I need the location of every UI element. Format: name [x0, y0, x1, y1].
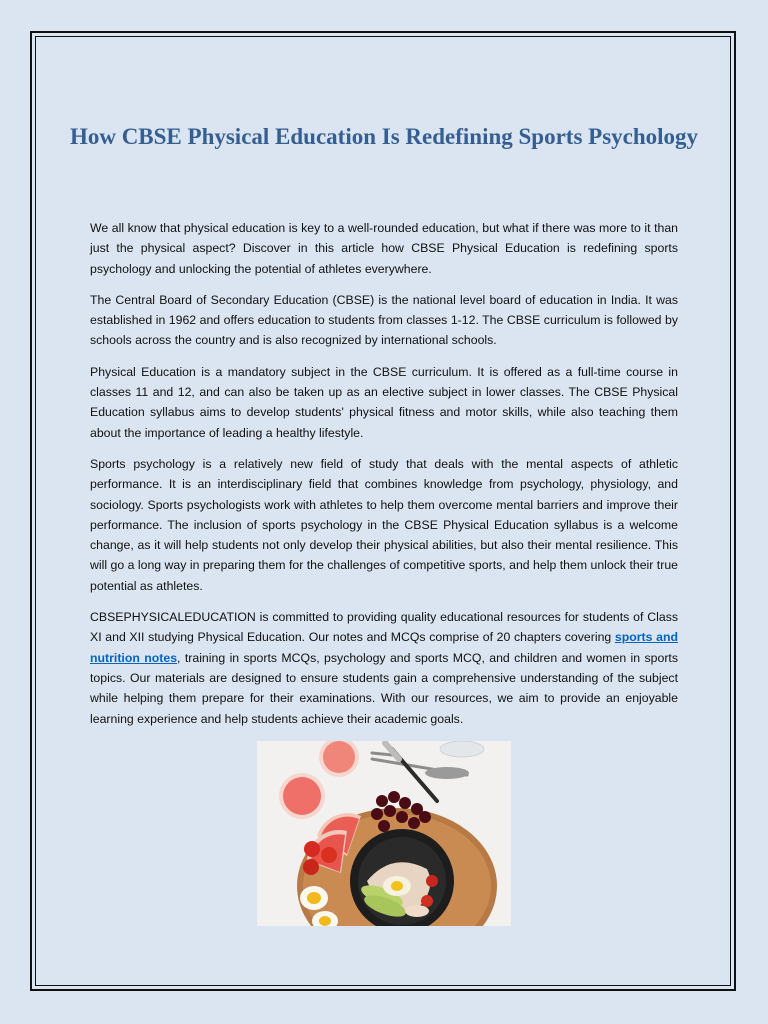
sports-nutrition-notes-link[interactable]: sports and nutrition notes	[90, 630, 678, 665]
article-body	[90, 218, 678, 740]
resources-text-end: , training in sports MCQs, psychology and sports MCQ, and children and women in sports topics. Our materials are designed to ensure students gain a comprehensive understanding of the subject while helping them prepare for their examinations. With our resources, we aim to provide an enjoyable learning experience and help students achieve their academic goals.	[90, 650, 678, 726]
paragraph-sports-psychology: Sports psychology is a relatively new field of study that deals with the mental aspects of athletic performance. It is an interdisciplinary field that combines knowledge from psychology, physiology, and sociology. Sports psychologists work with athletes to help them overcome mental barriers and improve their performance. The inclusion of sports psychology in the CBSE Physical Education syllabus is a welcome change, as it will help students not only develop their physical abilities, but also their mental resilience. This will go a long way in preparing them for the challenges of competitive sports, and help them unlock their true potential as athletes.	[90, 456, 678, 593]
paragraph-resources	[90, 607, 678, 729]
resources-text-start: CBSEPHYSICALEDUCATION is committed to providing quality educational resources for students of Class XI and XII studying Physical Education. Our notes and MCQs comprise of 20 chapters covering	[90, 610, 678, 645]
healthy-food-photo	[257, 741, 511, 926]
paragraph-cbse: The Central Board of Secondary Education (CBSE) is the national level board of education in India. It was established in 1962 and offers education to students from classes 1-12. The CBSE curriculum is followed by schools across the country and is also recognized by international schools.	[90, 292, 678, 348]
paragraph-intro: We all know that physical education is key to a well-rounded education, but what if there was more to it than just the physical aspect? Discover in this article how CBSE Physical Education is redefining sports psychology and unlocking the potential of athletes everywhere.	[90, 221, 678, 276]
article-title: How CBSE Physical Education Is Redefining Sports Psychology	[69, 124, 699, 149]
paragraph-physical-education: Physical Education is a mandatory subject in the CBSE curriculum. It is offered as a full-time course in classes 11 and 12, and can also be taken up as an elective subject in lower classes. The CBSE Physical Education syllabus aims to develop students' physical fitness and motor skills, while also teaching them about the importance of leading a healthy lifestyle.	[90, 364, 678, 440]
